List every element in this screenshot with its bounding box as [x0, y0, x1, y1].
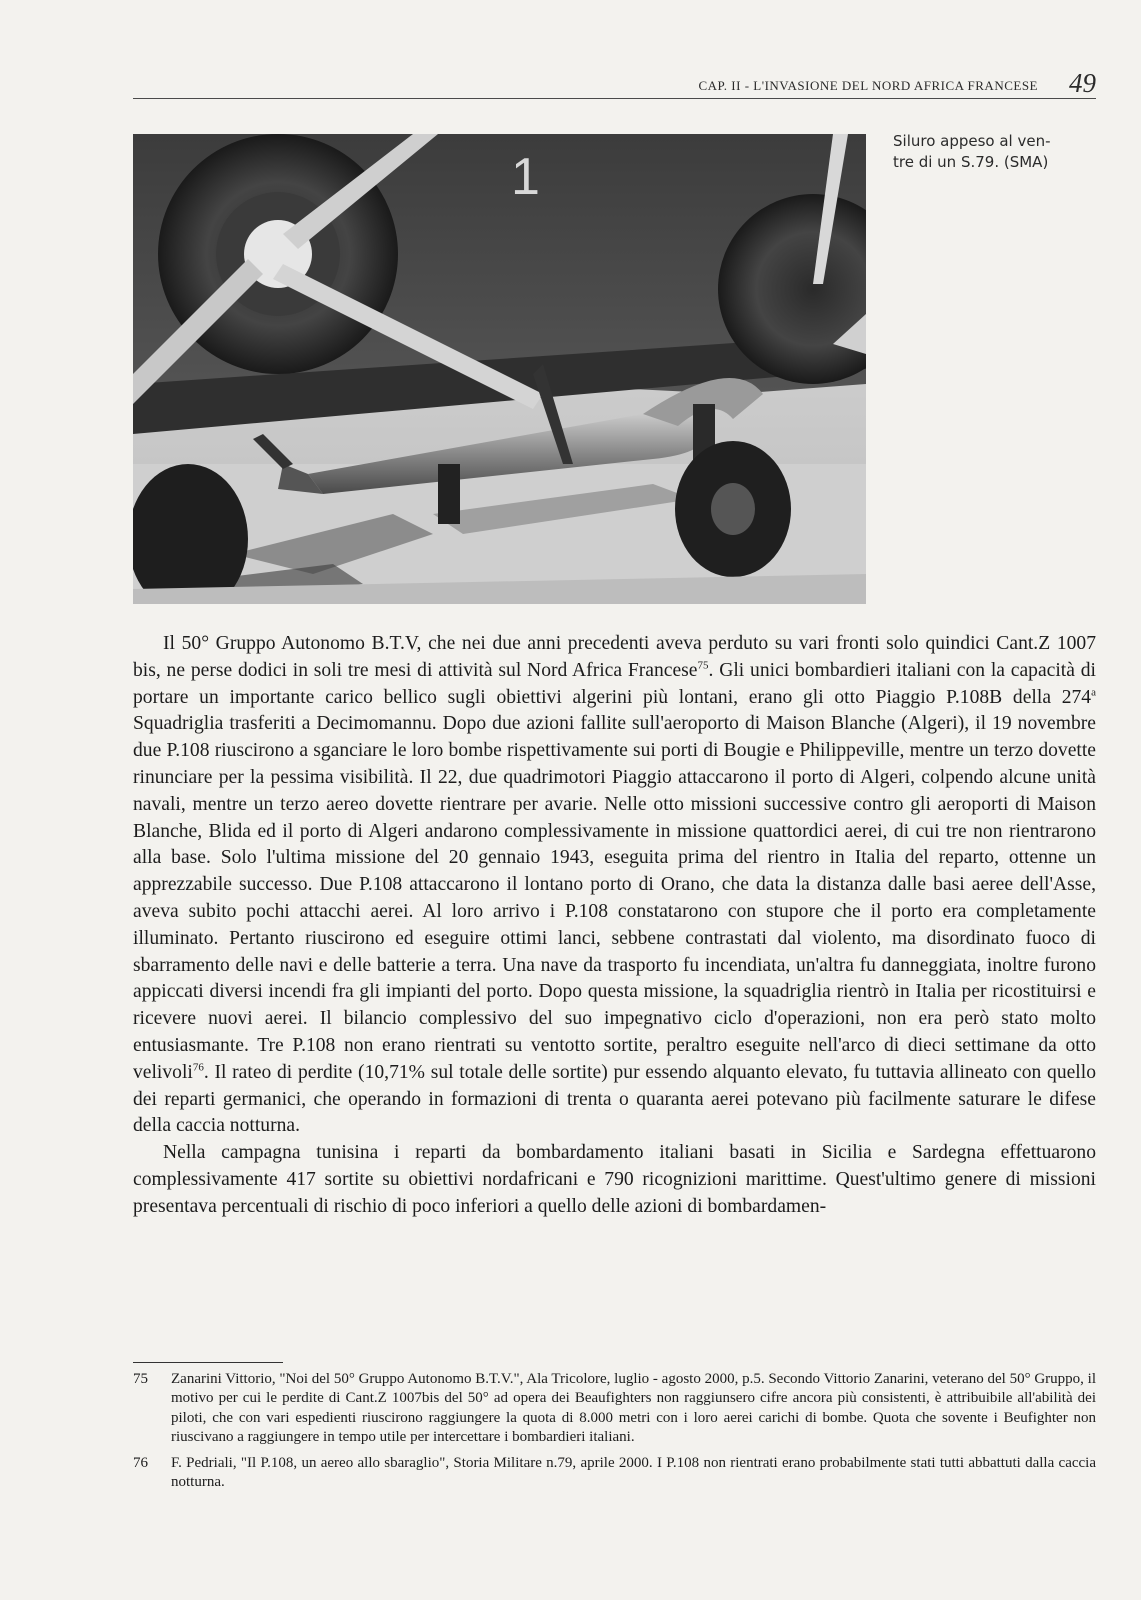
photo-illustration [133, 134, 866, 604]
paragraph-1 [133, 631, 1096, 1140]
footnote-number: 75 [133, 1371, 148, 1387]
paragraph-1-part-b: . Gli unici bombardieri italiani con la capacità di portare un importante carico bellico sugli obiettivi algerini più lontani, erano gli otto Piaggio P.108B della 274 [133, 659, 1096, 708]
footnote-ref-76[interactable]: 76 [192, 1061, 204, 1074]
photo-caption [893, 131, 1083, 173]
footnote-text: F. Pedriali, "Il P.108, un aereo allo sbaraglio", Storia Militare n.79, aprile 2000. I P.108 non rientrati erano probabilmente stati tutti abbattuti dalla caccia notturna. [171, 1454, 1096, 1491]
footnote-ref-75[interactable]: 75 [697, 659, 709, 672]
paragraph-1-part-a: Il 50° Gruppo Autonomo B.T.V, che nei due anni precedenti aveva perduto su vari fronti solo quindici Cant.Z 1007 bis, ne perse dodici in soli tre mesi di attività sul Nord Africa Francese [133, 633, 1096, 681]
paragraph-1-part-d: . Il rateo di perdite (10,71% sul totale delle sortite) pur essendo alquanto elevato, fu tuttavia allineato con quello dei reparti germanici, che operando in formazioni di trenta o quaranta aerei potevano più facilmente saturare le difese della caccia notturna. [133, 1061, 1096, 1137]
caption-line-1: Siluro appeso al ven- [893, 132, 1051, 150]
footnote-number: 76 [133, 1454, 148, 1471]
running-title: CAP. II - L'INVASIONE DEL NORD AFRICA FRANCESE [698, 78, 1038, 93]
fuselage-number: 1 [511, 148, 540, 206]
footnote-76 [133, 1454, 1096, 1493]
paragraph-1-part-c: Squadriglia trasferiti a Decimomannu. Dopo due azioni fallite sull'aeroporto di Maison Blanche (Algeri), il 19 novembre due P.108 riuscirono a sganciare le loro bombe rispettivamente sui porti di Bougie e Philippeville, mentre un terzo dovette rinunciare per la pessima visibilità. Il 22, due quadrimotori Piaggio attaccarono il porto di Algeri, colpendo alcune unità navali, mentre un terzo aereo dovette rientrare per avarie. Nelle otto missioni successive contro gli aeroporti di Maison Blanche, Blida ed il porto di Algeri andarono complessivamente in missione quattordici aerei, di cui tre non rientrarono alla base. Solo l'ultima missione del 20 gennaio 1943, eseguita prima del rientro in Italia del reparto, ottenne un apprezzabile successo. Due P.108 attaccarono il lontano porto di Orano, che data la distanza dalle basi aeree dell'Asse, aveva subito pochi attacchi aerei. Al loro arrivo i P.108 constatarono con stupore che il porto era completamente illuminato. Pertanto riuscirono ed eseguire ottimi lanci, sebbene contrastati dal violento, ma disordinato fuoco di sbarramento delle navi e delle batterie a terra. Una nave da trasporto fu incendiata, un'altra fu danneggiata, inoltre furono appiccati diversi incendi fra gli impianti del porto. Dopo questa missione, la squadriglia rientrò in Italia per ricostituirsi e ricevere nuovi aerei. Il bilancio complessivo del suo impegnativo ciclo d'operazioni, non era però stato molto entusiasmante. Tre P.108 non erano rientrati su ventotto sortite, peraltro eseguite nell'arco di dieci settimane da otto velivoli [133, 713, 1096, 1083]
footnotes [133, 1370, 1096, 1498]
footnote-divider [133, 1362, 283, 1363]
footnote-text: Zanarini Vittorio, "Noi del 50° Gruppo Autonomo B.T.V.", Ala Tricolore, luglio - agosto 2000, p.5. Secondo Vittorio Zanarini, veterano del 50° Gruppo, il motivo per cui le perdite di Cant.Z 1007bis del 50° ad opera dei Beaufighters non raggiunsero cifre ancora più consistenti, è attribuibile all'abilità dei piloti, che con vari espedienti riuscirono raggiungere la quota di 8.000 metri con i loro aerei carichi di bombe. Quota che sovente i Beufighter non riuscivano a raggiungere in tempo utile per intercettare i bombardieri italiani. [171, 1371, 1096, 1446]
aircraft-torpedo-photo [133, 134, 866, 604]
footnote-75 [133, 1370, 1096, 1448]
paragraph-2: Nella campagna tunisina i reparti da bombardamento italiani basati in Sicilia e Sardegna effettuarono complessivamente 417 sortite su obiettivi nordafricani e 790 ricognizioni marittime. Quest'ultimo genere di missioni presentava percentuali di rischio di poco inferiori a quello delle azioni di bombardamen- [133, 1142, 1096, 1217]
page-number: 49 [1069, 68, 1096, 98]
main-text [133, 631, 1096, 1221]
running-header [133, 70, 1096, 99]
ordinal-superscript: a [1091, 686, 1096, 699]
caption-line-2: tre di un S.79. (SMA) [893, 153, 1049, 171]
